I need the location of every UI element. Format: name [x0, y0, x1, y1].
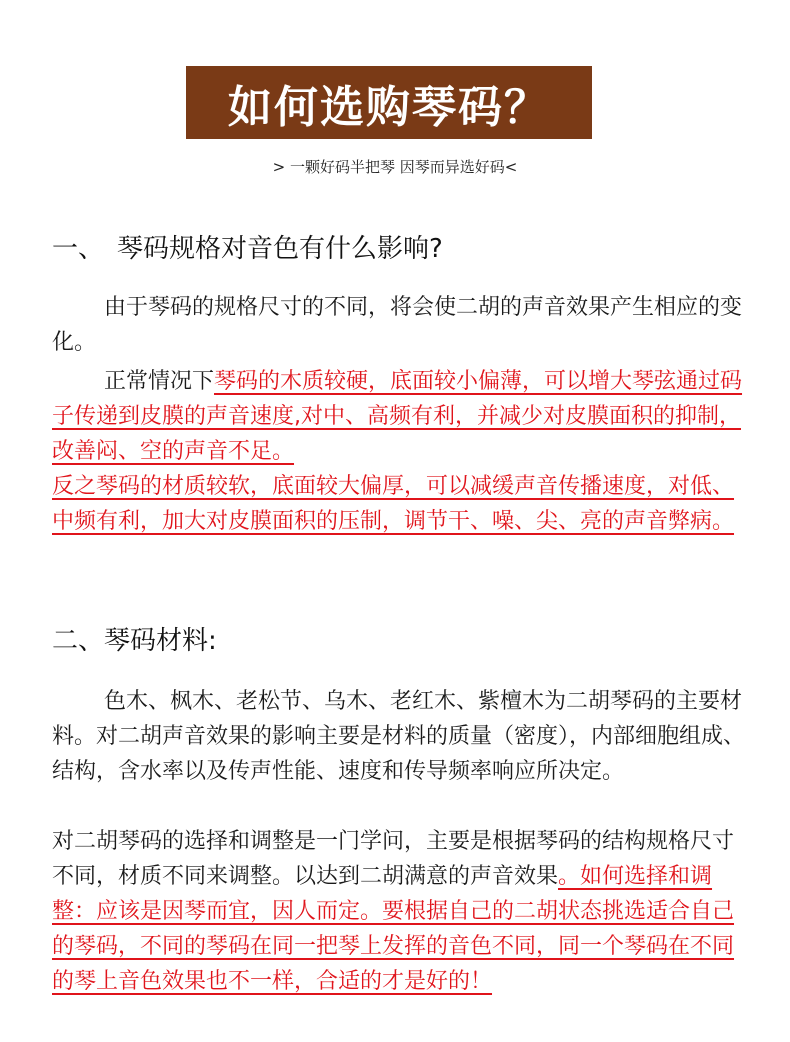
title-banner [186, 66, 592, 139]
section-2-paragraph-1 [52, 684, 752, 789]
section-2-heading: 二、琴码材料: [52, 626, 217, 656]
section-2-paragraph-2 [52, 824, 752, 999]
section-2-paragraph-1-text: 色木、枫木、老松节、乌木、老红木、紫檀木为二胡琴码的主要材料。对二胡声音效果的影响主要是材料的质量（密度），内部细胞组成、结构，含水率以及传声性能、速度和传导频率响应所决定。 [52, 689, 746, 784]
section-1-paragraph-2-highlight: 琴码的木质较硬，底面较小偏薄，可以增大琴弦通过码子传递到皮膜的声音速度,对中、高频有利，并减少对皮膜面积的抑制，改善闷、空的声音不足。 [52, 369, 743, 464]
section-2-paragraph-2-text: 对二胡琴码的选择和调整是一门学问，主要是根据琴码的结构规格尺寸不同，材质不同来调整。以达到二胡满意的声音效果 [52, 829, 735, 889]
section-1-paragraph-1 [52, 290, 752, 360]
section-1-paragraph-2-prefix: 正常情况下 [104, 369, 215, 394]
section-1-paragraph-2 [52, 364, 752, 539]
subtitle: > 一颗好码半把琴 因琴而异选好码< [272, 158, 518, 176]
section-1-paragraph-3-highlight: 反之琴码的材质较软，底面较大偏厚，可以减缓声音传播速度，对低、中频有利，加大对皮膜面积的压制，调节干、噪、尖、亮的声音弊病。 [52, 474, 735, 534]
section-1-heading: 一、 琴码规格对音色有什么影响? [52, 234, 443, 264]
page-title: 如何选购琴码？ [228, 81, 550, 133]
section-1-paragraph-1-text: 由于琴码的规格尺寸的不同，将会使二胡的声音效果产生相应的变化。 [52, 295, 743, 355]
section-2-paragraph-2-highlight: 。如何选择和调整：应该是因琴而宜，因人而定。要根据自己的二胡状态挑选适合自己的琴码，不同的琴码在同一把琴上发挥的音色不同，同一个琴码在不同的琴上音色效果也不一样，合适的才是好的！ [52, 864, 735, 994]
